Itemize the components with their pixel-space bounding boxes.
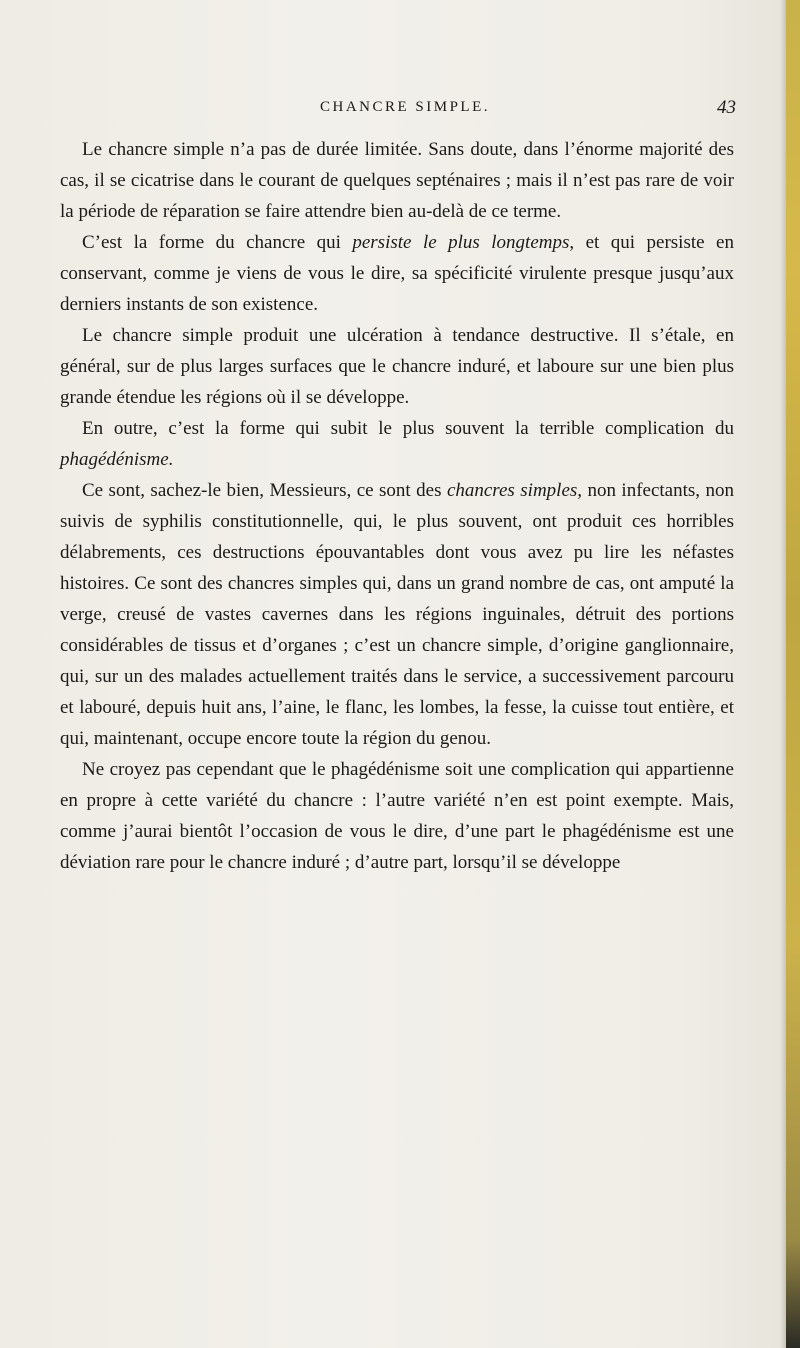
body-text	[60, 134, 734, 878]
page-number: 43	[717, 97, 736, 118]
paragraph	[60, 227, 734, 320]
paragraph	[60, 413, 734, 475]
paragraph-text: , et qui persiste en conservant, comme je viens de vous le dire, sa spécificité virulente presque jusqu’aux derniers instants de son existence.	[60, 232, 734, 315]
running-head: CHANCRE SIMPLE.	[319, 99, 491, 115]
paragraph	[60, 320, 734, 413]
paragraph-text: Le chancre simple n’a pas de durée limitée. Sans doute, dans l’énorme majorité des cas, il se cicatrise dans le courant de quelques septénaires ; mais il n’est pas rare de voir la période de réparation se faire attendre bien au-delà de ce terme.	[60, 139, 734, 222]
paragraph-text: Le chancre simple produit une ulcération à tendance destructive. Il s’étale, en général, sur de plus larges surfaces que le chancre induré, et laboure sur une bien plus grande étendue les régions où il se développe.	[60, 325, 734, 408]
paragraph-text: non infectants, non suivis de syphilis constitutionnelle, qui, le plus souvent, ont produit ces horribles délabrements, ces destructions épouvantables dont vous avez pu lire les néfastes histoires. Ce sont des chancres simples qui, dans un grand nombre de cas, ont amputé la verge, creusé de vastes cavernes dans les régions inguinales, détruit des portions considérables de tissus et d’organes ; c’est un chancre simple, d’origine ganglionnaire, qui, sur un des malades actuellement traités dans le service, a successivement parcouru et labouré, depuis huit ans, l’aine, le flanc, les lombes, la fesse, la cuisse tout entière, et qui, maintenant, occupe encore toute la région du genou.	[60, 480, 734, 749]
paragraph	[60, 134, 734, 227]
book-edge	[786, 0, 800, 1348]
page-header	[60, 97, 750, 121]
paragraph	[60, 754, 734, 878]
paragraph-text: Ce sont, sachez-le bien, Messieurs, ce sont des	[82, 480, 447, 501]
paragraph-text: Ne croyez pas cependant que le phagédénisme soit une complication qui appartienne en propre à cette variété du chancre : l’autre variété n’en est point exempte. Mais, comme j’aurai bientôt l’occasion de vous le dire, d’une part le phagédénisme est une déviation rare pour le chancre induré ; d’autre part, lorsqu’il se développe	[60, 759, 734, 873]
paragraph-text: C’est la forme du chancre qui	[82, 232, 353, 253]
emphasized-text: chancres simples,	[446, 480, 583, 501]
emphasized-text: persiste le plus longtemps	[352, 232, 570, 253]
paragraph-text: En outre, c’est la forme qui subit le plus souvent la terrible complication du	[82, 418, 734, 439]
emphasized-text: phagédénisme.	[60, 449, 174, 470]
paragraph	[60, 475, 734, 754]
